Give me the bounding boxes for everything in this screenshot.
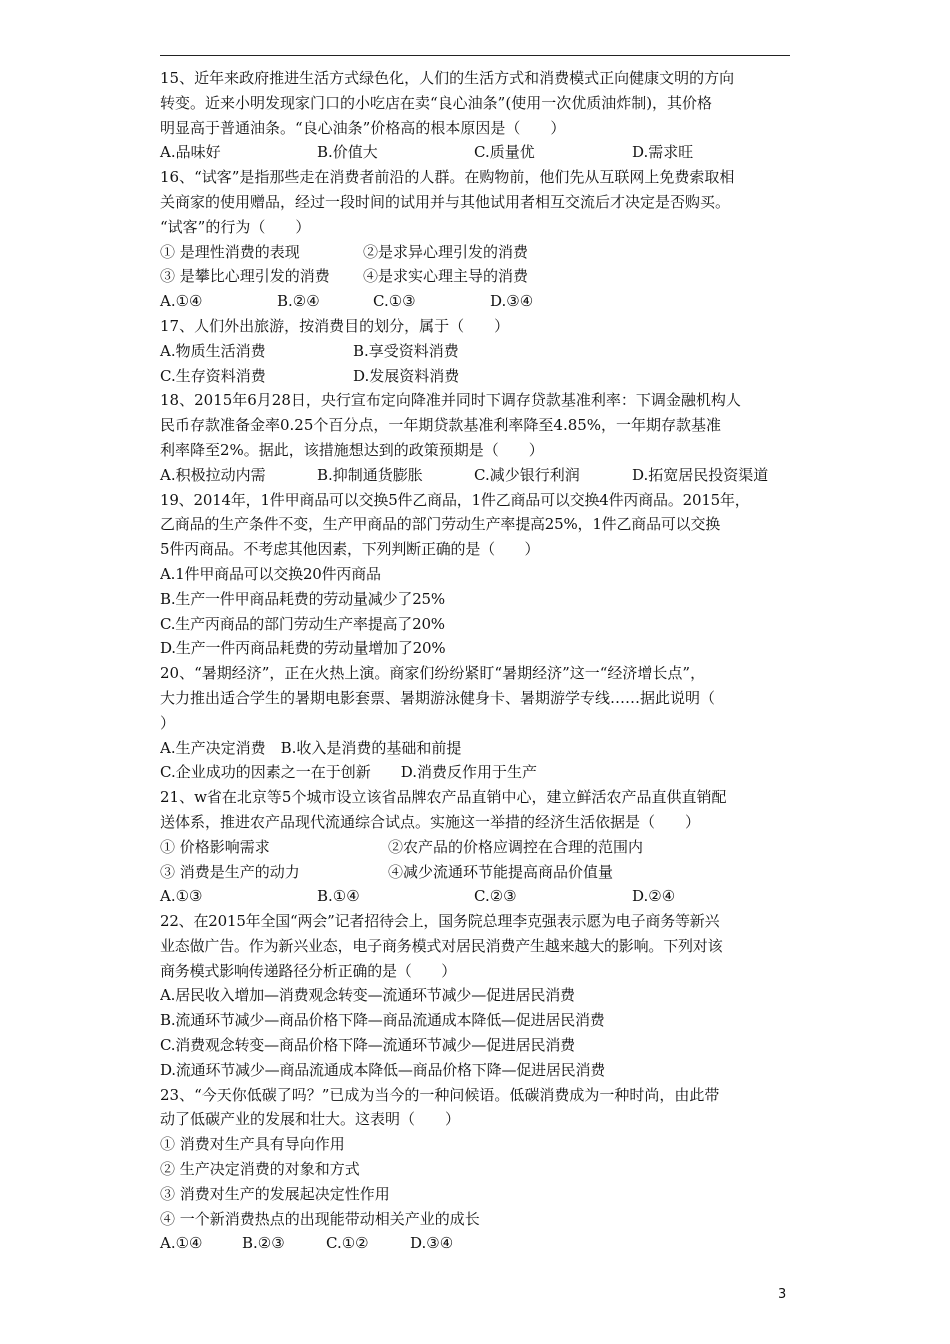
option-d: D.需求旺 [632,143,694,162]
question-text: 23、“今天你低碳了吗？”已成为当今的一种问候语。低碳消费成为一种时尚，由此带 [160,1085,720,1104]
question-text: 业态做广告。作为新兴业态，电子商务模式对居民消费产生越来越大的影响。下列对该 [160,936,723,955]
option-d: D.生产一件丙商品耗费的劳动量增加了20% [160,639,446,658]
question-text: 关商家的使用赠品，经过一段时间的试用并与其他试用者相互交流后才决定是否购买。 [160,192,731,211]
question-text: 转变。近来小明发现家门口的小吃店在卖“良心油条”(使用一次优质油炸制)，其价格 [160,93,713,112]
page-number: 3 [778,1287,787,1302]
option-d: D.发展资料消费 [353,366,460,385]
question-text: 利率降至2%。据此，该措施想达到的政策预期是（ ） [160,440,544,459]
option-b: B.流通环节减少—商品价格下降—商品流通成本降低—促进居民消费 [160,1011,605,1030]
question-text: 19、2014年，1件甲商品可以交换5件乙商品，1件乙商品可以交换4件丙商品。2015年， [160,490,750,509]
statement-4: ④是求实心理主导的消费 [363,267,529,286]
question-text: 20、“暑期经济”，正在火热上演。商家们纷纷紧盯“暑期经济”这一“经济增长点”， [160,664,706,683]
question-22 [160,909,792,1083]
statement-3: ③ 消费对生产的发展起决定性作用 [160,1184,390,1203]
option-b: B.①④ [317,887,360,906]
option-c: C.生存资料消费 [160,366,266,385]
option-row [160,140,792,165]
question-15 [160,66,792,165]
option-d: D.流通环节减少—商品流通成本降低—商品价格下降—促进居民消费 [160,1060,606,1079]
option-a: A.积极拉动内需 [160,465,266,484]
statement-1: ① 是理性消费的表现 [160,242,300,261]
option-a: A.①③ [160,887,203,906]
option-b: B.②③ [242,1234,285,1253]
question-text: 大力推出适合学生的暑期电影套票、暑期游泳健身卡、暑期游学专线……据此说明（ [160,688,716,707]
question-text: 17、人们外出旅游，按消费目的划分，属于（ ） [160,316,510,335]
option-row [160,289,792,314]
question-17 [160,314,792,388]
question-text: 乙商品的生产条件不变，生产甲商品的部门劳动生产率提高25%，1件乙商品可以交换 [160,515,721,534]
question-text: 民币存款准备金率0.25个百分点，一年期贷款基准利率降至4.85%，一年期存款基准 [160,416,722,435]
statement-4: ④减少流通环节能提高商品价值量 [388,862,614,881]
question-19 [160,488,792,662]
option-d: D.③④ [410,1234,454,1253]
option-c: C.②③ [474,887,517,906]
option-d: D.②④ [632,887,676,906]
statement-2: ②是求异心理引发的消费 [363,242,529,261]
option-d: D.③④ [490,292,534,311]
option-b: B.②④ [277,292,320,311]
option-c: C.质量优 [474,143,535,162]
document-body [160,66,792,1256]
statement-4: ④ 一个新消费热点的出现能带动相关产业的成长 [160,1209,480,1228]
option-c: C.①③ [373,292,416,311]
question-20 [160,661,792,785]
statement-3: ③ 是攀比心理引发的消费 [160,267,330,286]
question-text: 5件丙商品。不考虑其他因素，下列判断正确的是（ ） [160,540,540,559]
question-text: 22、在2015年全国“两会”记者招待会上，国务院总理李克强表示愿为电子商务等新兴 [160,912,720,931]
question-text: 动了低碳产业的发展和壮大。这表明（ ） [160,1110,461,1129]
option-b: B.享受资料消费 [353,341,459,360]
statement-row [160,264,792,289]
statement-1: ① 价格影响需求 [160,837,270,856]
option-c: C.生产丙商品的部门劳动生产率提高了20% [160,614,445,633]
option-row [160,1231,792,1256]
statement-row [160,240,792,265]
question-18 [160,388,792,487]
option-row [160,364,792,389]
option-d: D.拓宽居民投资渠道 [632,465,769,484]
option-row [160,339,792,364]
question-text: “试客”的行为（ ） [160,217,311,236]
option-b: B.价值大 [317,143,378,162]
option-b: B.生产一件甲商品耗费的劳动量减少了25% [160,589,445,608]
statement-row [160,835,792,860]
option-a: A.品味好 [160,143,221,162]
question-text: 21、w省在北京等5个城市设立该省品牌农产品直销中心，建立鲜活农产品直供直销配 [160,788,727,807]
statement-row [160,860,792,885]
question-text: 15、近年来政府推进生活方式绿色化，人们的生活方式和消费模式正向健康文明的方向 [160,69,735,87]
header-rule [160,55,790,56]
option-b: B.抑制通货膨胀 [317,465,423,484]
question-text: 明显高于普通油条。“良心油条”价格高的根本原因是（ ） [160,118,566,137]
option-row [160,884,792,909]
option-c: C.减少银行利润 [474,465,580,484]
question-16 [160,165,792,314]
question-text: 送体系，推进农产品现代流通综合试点。实施这一举措的经济生活依据是（ ） [160,812,701,831]
question-text: 18、2015年6月28日，央行宣布定向降准并同时下调存贷款基准利率：下调金融机构人 [160,391,741,410]
option-a: A.①④ [160,1234,203,1253]
question-text: 商务模式影响传递路径分析正确的是（ ） [160,961,457,980]
option-a: A.①④ [160,292,203,311]
question-23 [160,1083,792,1257]
option-c: C.消费观念转变—商品价格下降—流通环节减少—促进居民消费 [160,1036,575,1055]
statement-3: ③ 消费是生产的动力 [160,862,300,881]
option-a: A.居民收入增加—消费观念转变—流通环节减少—促进居民消费 [160,986,575,1005]
question-text: ） [160,713,176,732]
option-row [160,463,792,488]
statement-2: ②农产品的价格应调控在合理的范围内 [388,837,644,856]
option-row-ab: A.生产决定消费 B.收入是消费的基础和前提 [160,738,462,757]
option-row-cd: C.企业成功的因素之一在于创新 D.消费反作用于生产 [160,763,537,782]
statement-1: ① 消费对生产具有导向作用 [160,1135,345,1154]
option-a: A.1件甲商品可以交换20件丙商品 [160,564,381,583]
statement-2: ② 生产决定消费的对象和方式 [160,1160,360,1179]
question-21 [160,785,792,909]
option-c: C.①② [326,1234,369,1253]
question-text: 16、“试客”是指那些走在消费者前沿的人群。在购物前，他们先从互联网上免费索取相 [160,168,735,187]
option-a: A.物质生活消费 [160,341,266,360]
